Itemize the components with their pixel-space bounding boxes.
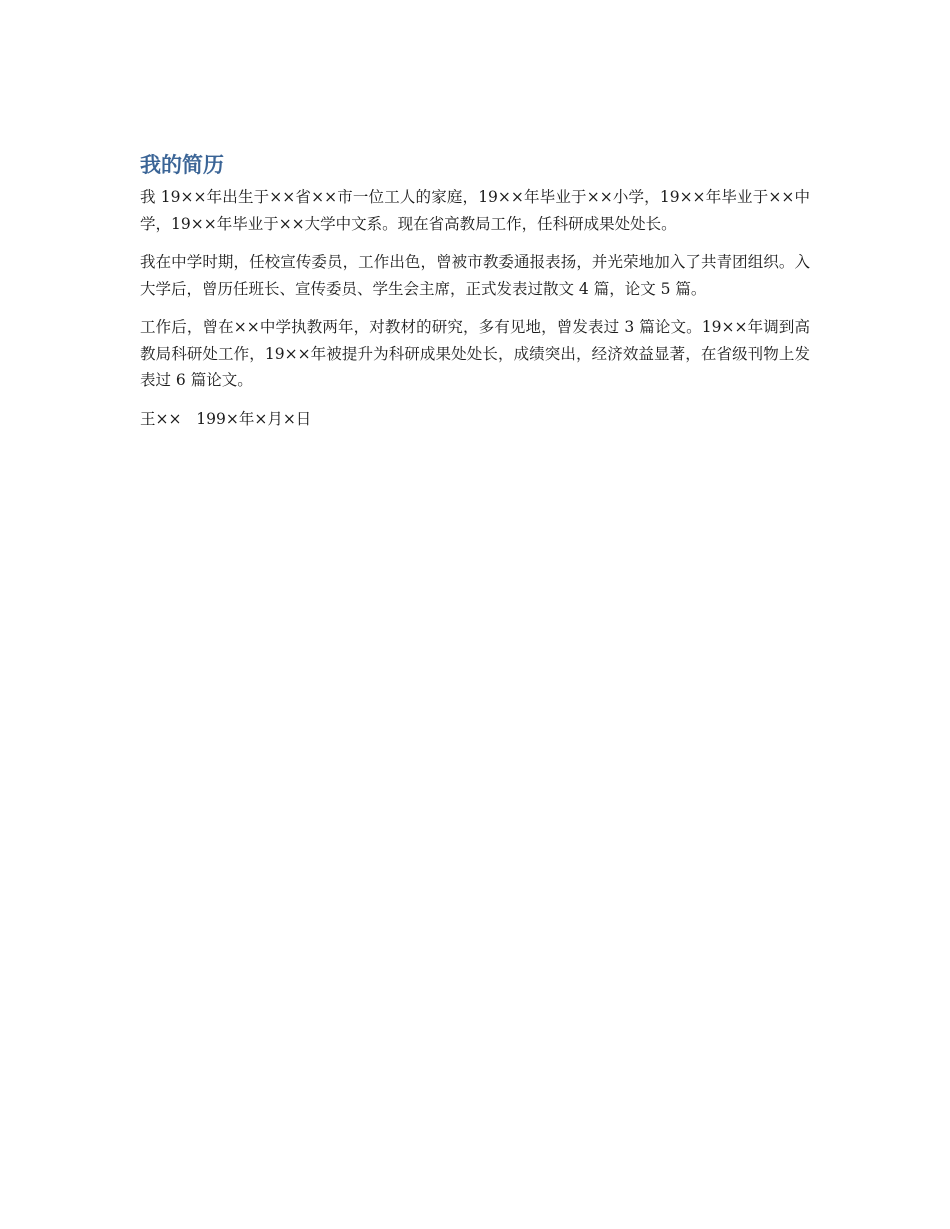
signature-date: 王×× 199×年×月×日 bbox=[140, 409, 312, 428]
paragraph-school-experience: 我在中学时期，任校宣传委员，工作出色，曾被市教委通报表扬，并光荣地加入了共青团组织。入大学后，曾历任班长、宣传委员、学生会主席，正式发表过散文 4 篇，论文 5 篇。 bbox=[140, 253, 810, 298]
paragraph-birth-education: 我 19××年出生于××省××市一位工人的家庭，19××年毕业于××小学，19××年毕业于××中学，19××年毕业于××大学中文系。现在省高教局工作，任科研成果处处长。 bbox=[140, 188, 810, 233]
document-title: 我的简历 bbox=[140, 153, 224, 177]
paragraph-work-experience: 工作后，曾在××中学执教两年，对教材的研究，多有见地，曾发表过 3 篇论文。19××年调到高教局科研处工作，19××年被提升为科研成果处处长，成绩突出，经济效益显著，在省级刊物上发表过 6 篇论文。 bbox=[140, 318, 810, 389]
document-body bbox=[140, 150, 810, 432]
